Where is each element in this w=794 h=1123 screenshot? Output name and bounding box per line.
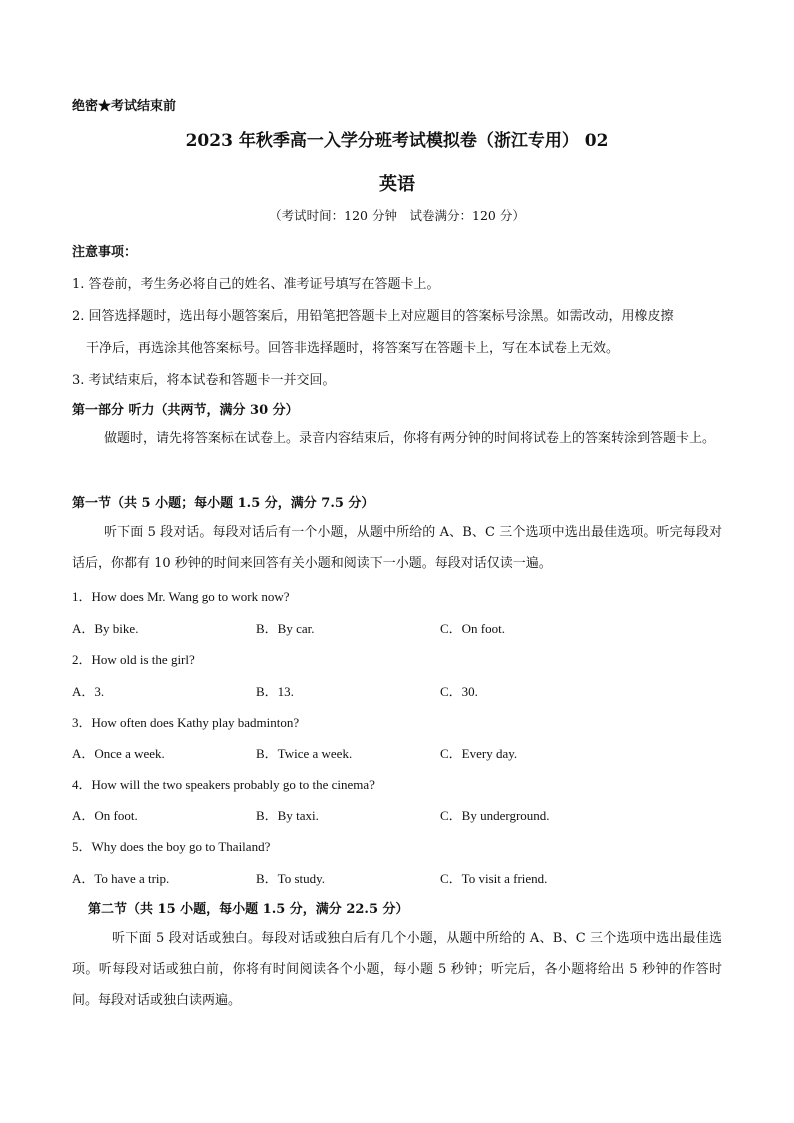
section1-instruction: 听下面 5 段对话。每段对话后有一个小题，从题中所给的 A、B、C 三个选项中选出最佳选项。听完每段对话后，你都有 10 秒钟的时间来回答有关小题和阅读下一小题。每段对话仅读一遍。	[72, 525, 722, 571]
option-b: B．13.	[256, 684, 294, 699]
question-stem: 2．How old is the girl?	[72, 652, 195, 667]
question-stem: 1．How does Mr. Wang go to work now?	[72, 589, 290, 604]
secret-label: 绝密★考试结束前	[72, 99, 177, 114]
option-b: B．By car.	[256, 621, 315, 636]
option-a: A．On foot.	[72, 808, 138, 823]
exam-time-info: （考试时间：120 分钟 试卷满分：120 分）	[269, 208, 525, 223]
option-c: C．To visit a friend.	[440, 871, 548, 886]
part1-instruction: 做题时，请先将答案标在试卷上。录音内容结束后，你将有两分钟的时间将试卷上的答案转涂到答题卡上。	[104, 431, 716, 446]
question-stem: 3．How often does Kathy play badminton?	[72, 715, 300, 730]
note-item: 3. 考试结束后，将本试卷和答题卡一并交回。	[72, 373, 336, 388]
option-a: A．Once a week.	[72, 746, 165, 761]
section2-instruction: 听下面 5 段对话或独白。每段对话或独白后有几个小题，从题中所给的 A、B、C 三个选项中选出最佳选项。听每段对话或独白前，你将有时间阅读各个小题，每小题 5 秒钟；听完后，各小题将给出 5 秒钟的作答时间。每段对话或独白读两遍。	[72, 931, 722, 1008]
option-b: B．Twice a week.	[256, 746, 353, 761]
option-c: C．30.	[440, 684, 478, 699]
option-a: A．3.	[72, 684, 105, 699]
option-b: B．To study.	[256, 871, 326, 886]
note-item: 干净后，再选涂其他答案标号。回答非选择题时，将答案写在答题卡上，写在本试卷上无效。	[86, 341, 620, 356]
option-c: C．On foot.	[440, 621, 506, 636]
question-stem: 5．Why does the boy go to Thailand?	[72, 839, 271, 854]
page-title: 2023 年秋季高一入学分班考试模拟卷（浙江专用） 02	[185, 131, 609, 151]
subject-title: 英语	[379, 174, 415, 195]
note-item: 2. 回答选择题时，选出每小题答案后，用铅笔把答题卡上对应题目的答案标号涂黑。如需改动，用橡皮擦	[72, 309, 674, 324]
section1-heading: 第一节（共 5 小题；每小题 1.5 分，满分 7.5 分）	[72, 496, 375, 511]
option-b: B．By taxi.	[256, 808, 319, 823]
notes-heading: 注意事项：	[72, 245, 138, 260]
option-c: C．Every day.	[440, 746, 518, 761]
section2-heading: 第二节（共 15 小题，每小题 1.5 分，满分 22.5 分）	[88, 902, 409, 917]
option-c: C．By underground.	[440, 808, 550, 823]
option-a: A．By bike.	[72, 621, 139, 636]
part1-heading: 第一部分 听力（共两节，满分 30 分）	[72, 403, 299, 418]
question-stem: 4．How will the two speakers probably go to the cinema?	[72, 777, 375, 792]
option-a: A．To have a trip.	[72, 871, 170, 886]
note-item: 1. 答卷前，考生务必将自己的姓名、准考证号填写在答题卡上。	[72, 277, 440, 292]
